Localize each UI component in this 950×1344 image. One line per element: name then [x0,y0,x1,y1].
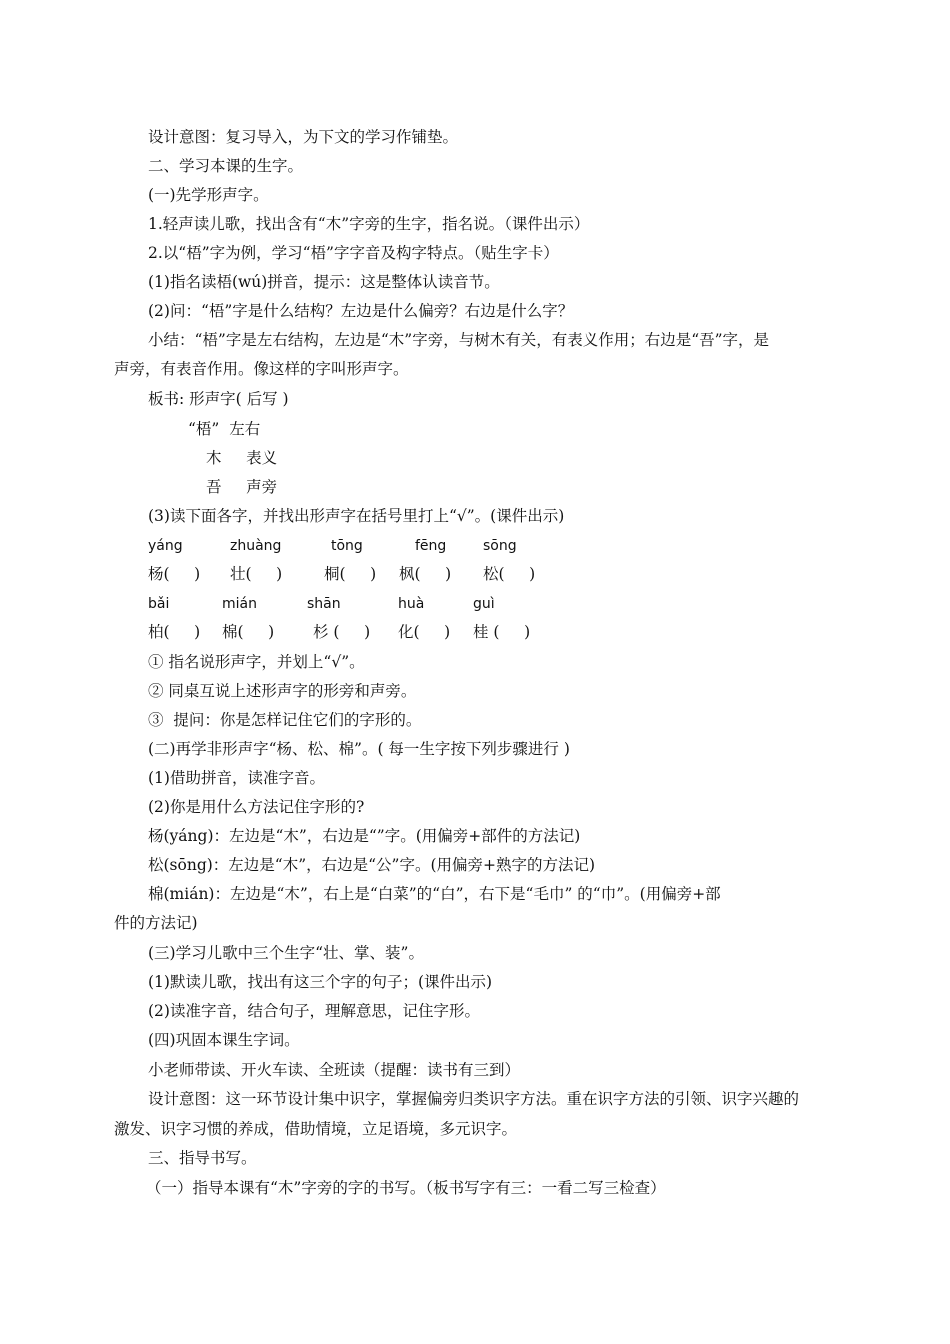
sub-step-3: ③ 提问：你是怎样记住它们的字形的。 [148,711,422,729]
pinyin-bai: bǎi [148,596,170,612]
step-2-1: (1)指名读梧(wú)拼音，提示：这是整体认读音节。 [148,273,500,291]
pinyin-song: sōng [483,538,517,554]
consolidate-methods: 小老师带读、开火车读、全班读（提醒：读书有三到） [148,1061,521,1079]
board-row-wu: “梧” 左右 [188,420,261,438]
sub-step-2: ② 同桌互说上述形声字的形旁和声旁。 [148,682,417,700]
board-row-mu: 木 表义 [206,449,278,467]
note-song: 松(sōng)：左边是“木”，右边是“公”字。(用偏旁+熟字的方法记) [148,856,596,874]
section-heading-writing: 三、指导书写。 [148,1149,257,1167]
pinyin-feng: fēng [415,538,447,554]
subsection-phono-semantic: (一)先学形声字。 [148,186,269,204]
step-2-3: (3)读下面各字，并找出形声字在括号里打上“√”。(课件出示) [148,507,565,525]
pinyin-shan: shān [307,596,341,612]
non-phono-step-1: (1)借助拼音，读准字音。 [148,769,325,787]
char-yang: 杨( ) [148,565,201,583]
char-feng: 枫( ) [399,565,452,583]
non-phono-step-2: (2)你是用什么方法记住字形的? [148,798,365,816]
subsection-three-characters: (三)学习儿歌中三个生字“壮、掌、装”。 [148,944,424,962]
summary-line-1: 小结：“梧”字是左右结构，左边是“木”字旁，与树木有关，有表义作用；右边是“吾”字，是 [148,331,770,349]
pinyin-gui: guì [473,596,495,612]
board-row-wu2: 吾 声旁 [206,478,278,496]
three-chars-step-1: (1)默读儿歌，找出有这三个字的句子；(课件出示) [148,973,493,991]
writing-subsection-1: （一）指导本课有“木”字旁的字的书写。（板书写字有三：一看二写三检查） [146,1179,666,1197]
board-writing-title: 板书: 形声字( 后写 ) [148,390,289,408]
section-heading-learn-characters: 二、学习本课的生字。 [148,157,304,175]
char-bai: 柏( ) [148,623,201,641]
subsection-consolidate: (四)巩固本课生字词。 [148,1031,300,1049]
step-2: 2.以“梧”字为例，学习“梧”字字音及构字特点。（贴生字卡） [148,244,559,262]
note-mian-line-2: 件的方法记) [114,914,198,932]
design-intent-literacy-line-1: 设计意图：这一环节设计集中识字，掌握偏旁归类识字方法。重在识字方法的引领、识字兴趣的 [148,1090,800,1108]
sub-step-1: ① 指名说形声字，并划上“√”。 [148,653,365,671]
char-mian: 棉( ) [222,623,275,641]
char-shan: 杉 ( ) [313,623,371,641]
note-yang: 杨(yáng)：左边是“木”，右边是“”字。(用偏旁+部件的方法记) [148,827,581,845]
subsection-non-phono: (二)再学非形声字“杨、松、棉”。( 每一生字按下列步骤进行 ) [148,740,570,758]
step-1: 1.轻声读儿歌，找出含有“木”字旁的生字，指名说。（课件出示） [148,215,590,233]
pinyin-hua: huà [398,596,425,612]
char-hua: 化( ) [398,623,451,641]
char-zhuang: 壮( ) [230,565,283,583]
step-2-2: (2)问：“梧”字是什么结构？左边是什么偏旁？右边是什么字？ [148,302,574,320]
summary-line-2: 声旁，有表音作用。像这样的字叫形声字。 [114,360,409,378]
pinyin-yang: yáng [148,538,183,554]
design-intent-review: 设计意图：复习导入，为下文的学习作铺垫。 [148,128,459,146]
char-tong: 桐( ) [324,565,377,583]
pinyin-tong: tōng [331,538,363,554]
char-gui: 桂 ( ) [473,623,531,641]
char-song: 松( ) [483,565,536,583]
three-chars-step-2: (2)读准字音，结合句子，理解意思，记住字形。 [148,1002,480,1020]
note-mian-line-1: 棉(mián)：左边是“木”，右上是“白菜”的“白”，右下是“毛巾” 的“巾”。(用偏旁+部 [148,885,721,903]
pinyin-zhuang: zhuàng [230,538,282,554]
design-intent-literacy-line-2: 激发、识字习惯的养成，借助情境，立足语境，多元识字。 [114,1120,518,1138]
pinyin-mian: mián [222,596,257,612]
